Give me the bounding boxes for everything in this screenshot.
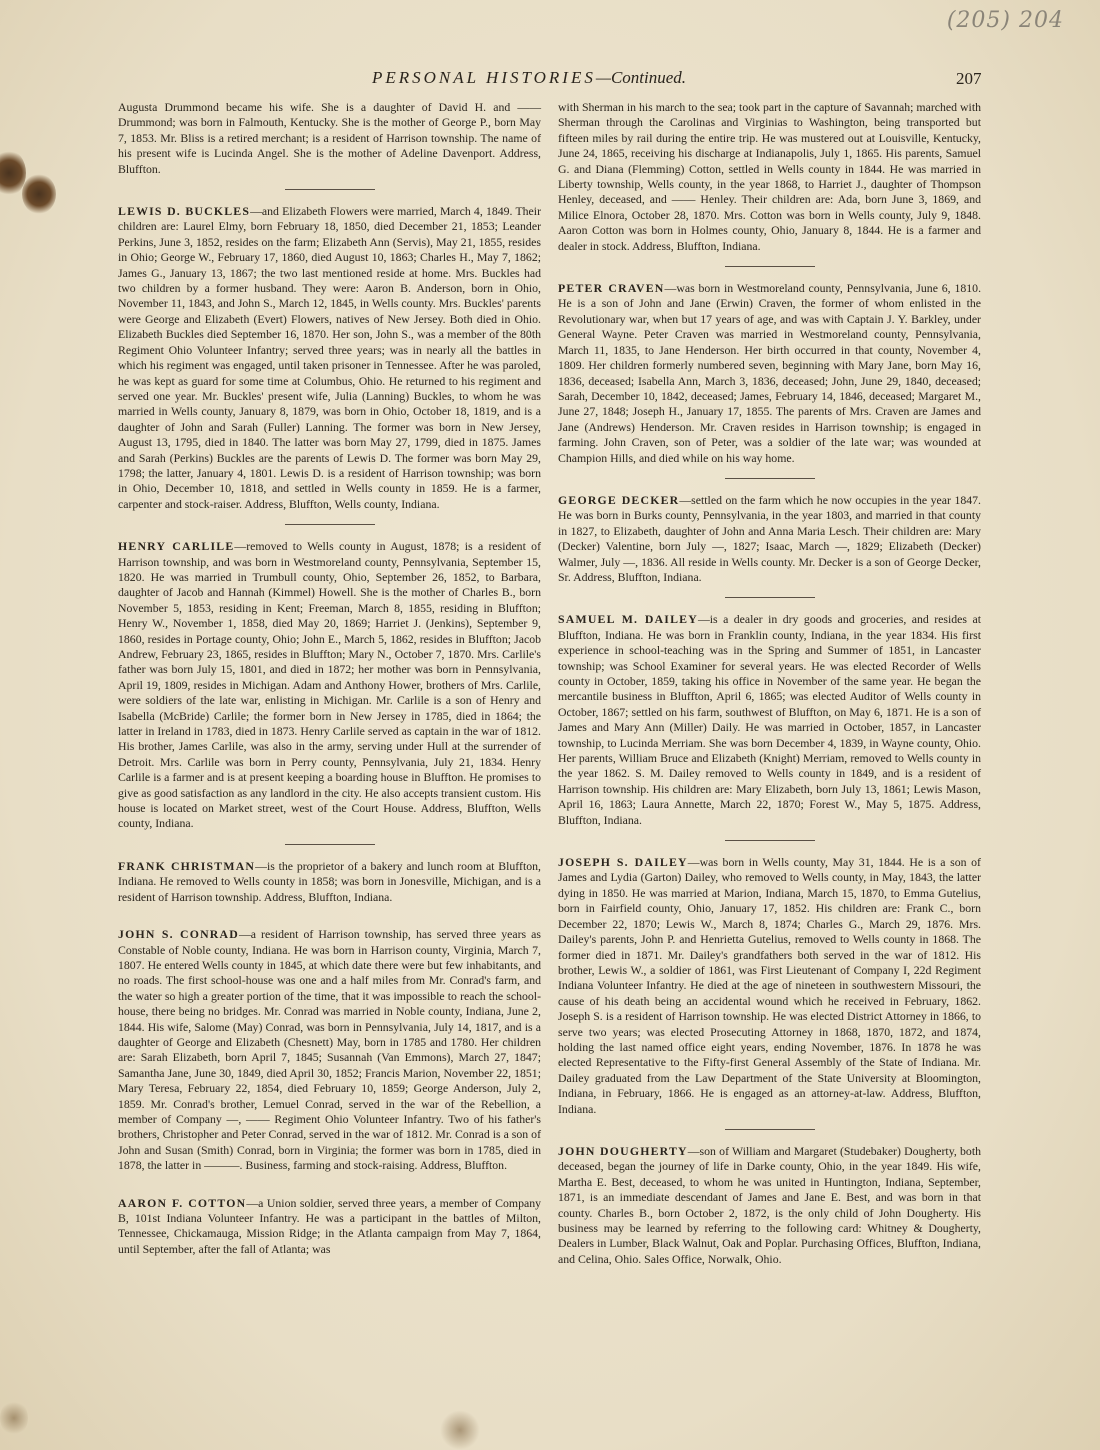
entry-text: —was born in Westmoreland county, Pennsylvania, June 6, 1810. He is a son of John and Jane (Erwin) Craven, the former of whom enlisted in the Revolutionary war, when but 17 years of age, and was with Captain J. Y. Barkley, under General Wayne. Peter Craven was married in Westmoreland county, Pennsylvania, March 11, 1835, to Jane Henderson. Her birth occurred in that county, November 4, 1809. Her children formerly numbered seven, beginning with Mary Jane, born May 16, 1836, deceased; Isabella Ann, March 3, 1836, deceased; John, June 29, 1840, deceased; Sarah, December 10, 1842, deceased; James, February 14, 1846, deceased; Margaret M., June 27, 1848; Joseph H., January 17, 1855. The parents of Mrs. Craven are James and Jane (Andrews) Henderson. Mr. Craven resides in Harrison township; is engaged in farming. John Craven, son of Peter, was a soldier of the late war; was wounded at Champion Hills, and died while on his way home.	[558, 281, 982, 465]
biography-entry	[558, 855, 981, 1117]
entry-text: —is a dealer in dry goods and groceries, and resides at Bluffton, Indiana. He was born in Franklin county, Indiana, in the year 1834. His first experience in school-teaching was in the Spring and Summer of 1851, in Lancaster township; was School Examiner for several years. He was elected Recorder of Wells county in October, 1859, taking his office in November of the same year. He began the mercantile business in Bluffton, April 6, 1865; was elected Auditor of Wells county in October, 1867; settled on his farm, southwest of Bluffton, on May 6, 1871. He is a son of James and Mary Ann (Miller) Daily. He was married in October, 1857, in Lancaster township, to Lucinda Merriam. She was born December 4, 1839, in Wayne county, Ohio. Her parents, William Bruce and Elizabeth (Knight) Merriam, removed to Wells county in the year 1862. S. M. Dailey removed to Wells county in 1849, and is a resident of Harrison township. His children are: Mary Elizabeth, born July 13, 1861; Lewis Mason, April 16, 1863; Laura Annette, March 22, 1870; Forest W., May 5, 1875. Address, Bluffton, Indiana.	[558, 612, 981, 827]
entry-name: JOSEPH S. DAILEY	[558, 855, 688, 870]
left-column	[118, 100, 541, 1257]
entry-text: —removed to Wells county in August, 1878; is a resident of Harrison township, and was born in Westmoreland county, Pennsylvania, September 15, 1820. He was married in Trumbull county, Ohio, September 26, 1852, to Barbara, daughter of Jacob and Hannah (Kimmel) Howell. She is the mother of Charles B., born November 5, 1853, residing in Kent; Freeman, March 8, 1855, residing in Bluffton; Henry W., November 1, 1858, died May 20, 1869; Harriet J. (Jenkins), September 9, 1860, resides in Portage county, Ohio; John E., March 5, 1862, resides in Bluffton; Jacob Andrew, February 23, 1865, resides in Bluffton; Mary N., October 7, 1870. Mrs. Carlile's father was born July 15, 1801, and died in 1872; her mother was born in Pennsylvania, April 19, 1809, resides in Michigan. Adam and Anthony Hower, brothers of Mrs. Carlile, were soldiers of the late war, enlisting in Michigan. Mr. Carlile is a son of Henry and Isabella (McBride) Carlile; the former born in New Jersey in 1785, died in 1864; the latter in Ireland in 1783, died in 1873. Henry Carlile served as captain in the war of 1812. His brother, James Carlile, was also in the army, serving under Hull at the surrender of Detroit. Mrs. Carlile was born in Perry county, Pennsylvania, July 21, 1834. Henry Carlile is a farmer and is at present keeping a boarding house in Bluffton. He promises to give as good satisfaction as any landlord in the city. He also accepts transient custom. His house is located on Market street, west of the Court House. Address, Bluffton, Wells county, Indiana.	[118, 539, 541, 831]
section-divider	[285, 524, 375, 525]
biography-entry	[118, 100, 541, 177]
entry-text: —son of William and Margaret (Studebaker) Dougherty, both deceased, began the journey of life in Darke county, Ohio, in the year 1849. His wife, Martha E. Best, deceased, to whom he was united in Huntington, Indiana, September, 1871, is an immediate descendant of James and Jane E. Best, and was born in that county. Charles B., born October 2, 1872, is the only child of John Dougherty. His business may be learned by referring to the following card: Whitney & Dougherty, Dealers in Lumber, Black Walnut, Oak and Poplar. Purchasing Offices, Bluffton, Indiana, and Celina, Ohio. Sales Office, Norwalk, Ohio.	[558, 1143, 981, 1266]
running-head	[372, 68, 686, 88]
biography-entry	[118, 927, 541, 1174]
entry-text: with Sherman in his march to the sea; took part in the capture of Savannah; marched with Sherman through the Carolinas and Virginias to Washington, being transported but fifteen miles by rail during the entire trip. He was mustered out at Louisville, Kentucky, June 24, 1865, receiving his discharge at Indianapolis, July 1, 1865. His parents, Samuel G. and Diana (Flemming) Cotton, settled in Wells county in 1844. He was married in Liberty township, Wells county, in the year 1868, to Harriet J., daughter of Thompson Henley, deceased, and —— Henley. Their children are: Ada, born June 3, 1869, and Milice Elnora, October 28, 1870. Mrs. Cotton was born in Wells county, July 9, 1848. Aaron Cotton was born in Holmes county, Ohio, January 8, 1844. He is a farmer and dealer in stock. Address, Bluffton, Indiana.	[558, 100, 981, 253]
ink-blot	[22, 174, 56, 214]
biography-entry	[558, 100, 981, 254]
entry-name: LEWIS D. BUCKLES	[118, 204, 251, 219]
biography-entry	[558, 493, 981, 585]
running-head-continued: —Continued.	[595, 68, 687, 87]
entry-name: JOHN S. CONRAD	[118, 927, 239, 942]
entry-text: —a resident of Harrison township, has served three years as Constable of Noble county, Indiana. He was born in Harrison county, Virginia, March 7, 1807. He entered Wells county in 1845, at which date there were but few inhabitants, and no roads. The first school-house was one and a half miles from Mr. Conrad's farm, and the water so high a greater portion of the time, that it was impossible to reach the school-house, there being no bridges. Mr. Conrad was married in Noble county, Indiana, June 2, 1844. His wife, Salome (May) Conrad, was born in Pennsylvania, July 14, 1817, and is a daughter of George and Elizabeth (Chesnett) May, born in 1785 and 1780. Her children are: Sarah Elizabeth, born April 7, 1845; Susannah (Van Emmons), March 27, 1847; Samantha Jane, June 30, 1849, died April 30, 1852; Francis Marion, November 22, 1851; Mary Teresa, February 22, 1854, died February 10, 1859; George Anderson, July 2, 1859. Mr. Conrad's brother, Lemuel Conrad, served in the war of the Rebellion, a member of Company —, —— Regiment Ohio Volunteer Infantry. Two of his father's brothers, Christopher and Peter Conrad, served in the war of 1812. Mr. Conrad is a son of John and Susan (Smith) Conrad, born in Virginia; the former was born in 1785, died in 1878, the latter in ———. Business, farming and stock-raising. Address, Bluffton.	[118, 927, 541, 1173]
section-divider	[285, 189, 375, 190]
section-divider	[285, 844, 375, 845]
entry-text: —and Elizabeth Flowers were married, March 4, 1849. Their children are: Laurel Elmy, born February 18, 1850, died December 21, 1853; Leander Perkins, June 3, 1852, resides on the farm; Elizabeth Ann (Servis), May 21, 1855, resides in Ohio; George W., February 17, 1860, died August 10, 1863; Charles H., May 7, 1862; James G., January 13, 1867; the two last mentioned reside at home. Mrs. Buckles had two children by a former husband. They were: Aaron B. Anderson, born in Ohio, November 11, 1843, and John S., March 12, 1845, in Wells county. Mrs. Buckles' parents were George and Elizabeth (Evert) Flowers, natives of New Jersey. Both died in Ohio. Elizabeth Buckles died September 16, 1870. Her son, John S., was a member of the 80th Regiment Ohio Volunteer Infantry; served three years; was in nearly all the battles in which his regiment was engaged, until taken prisoner in Tennessee. After he was paroled, he was kept as guard for some time at Columbus, Ohio. He returned to his regiment and served one year. Mr. Buckles' present wife, Julia (Lanning) Buckles, to whom he was married in Wells county, January 8, 1879, was born in Ohio, October 18, 1819, and is a daughter of John and Sarah (Fuller) Lanning. The former was born in New Jersey, August 13, 1795, died in 1840. The latter was born May 27, 1799, died in 1875. James and Sarah (Perkins) Buckles are the parents of Lewis D. The former was born May 29, 1798; the latter, January 4, 1801. Lewis D. is a resident of Harrison township; was born in Ohio, December 10, 1818, and settled in Wells county in 1859. He is a farmer, carpenter and stock-raiser. Address, Bluffton, Wells county, Indiana.	[118, 204, 542, 511]
entry-name: PETER CRAVEN	[558, 281, 665, 296]
entry-name: JOHN DOUGHERTY	[558, 1143, 688, 1158]
section-divider	[725, 478, 815, 479]
entry-text: Augusta Drummond became his wife. She is a daughter of David H. and —— Drummond; was born in Falmouth, Kentucky. She is the mother of George P., born May 7, 1853. Mr. Bliss is a retired merchant; is a resident of Harrison township. The name of his present wife is Lucinda Angel. She is the mother of Adeline Davenport. Address, Bluffton.	[118, 100, 541, 176]
section-divider	[725, 840, 815, 841]
section-divider	[725, 1129, 815, 1130]
entry-gap	[118, 1174, 541, 1196]
stain-spot	[0, 1400, 28, 1436]
section-divider	[725, 266, 815, 267]
biography-entry	[118, 539, 541, 832]
entry-name: HENRY CARLILE	[118, 539, 235, 554]
pencil-page-note: (205) 204	[946, 8, 1064, 33]
right-column	[558, 100, 981, 1267]
entry-gap	[118, 905, 541, 927]
biography-entry	[118, 859, 541, 905]
biography-entry	[558, 612, 981, 828]
biography-entry	[558, 1144, 981, 1267]
entry-text: —is the proprietor of a bakery and lunch room at Bluffton, Indiana. He removed to Wells county in 1858; was born in Jonesville, Michigan, and is a resident of Harrison township. Address, Bluffton, Indiana.	[118, 858, 541, 904]
page-number: 207	[956, 69, 982, 88]
biography-entry	[558, 281, 981, 466]
entry-text: —a Union soldier, served three years, a member of Company B, 101st Indiana Volunteer Infantry. He was a participant in the battles of Milton, Tennessee, Chickamauga, Mission Ridge; in the Atlanta campaign from May 7, 1864, until September, after the fall of Atlanta; was	[118, 1195, 541, 1256]
entry-name: GEORGE DECKER	[558, 492, 680, 507]
biography-entry	[118, 1196, 541, 1258]
entry-name: FRANK CHRISTMAN	[118, 858, 256, 873]
entry-name: AARON F. COTTON	[118, 1195, 247, 1210]
entry-name: SAMUEL M. DAILEY	[558, 612, 698, 627]
entry-text: —settled on the farm which he now occupies in the year 1847. He was born in Burks county, Pennsylvania, in the year 1803, and married in that county in 1827, to Elizabeth, daughter of John and Anna Maria Lesch. Their children are: Mary (Decker) Valentine, born July —, 1827; Isaac, March —, 1829; Elizabeth (Decker) Walmer, July —, 1836. All reside in Wells county. Mr. Decker is a son of George Decker, Sr. Address, Bluffton, Indiana.	[558, 492, 981, 584]
stain-spot	[440, 1410, 480, 1450]
biography-entry	[118, 204, 541, 512]
running-head-title: PERSONAL HISTORIES	[372, 68, 596, 87]
section-divider	[725, 597, 815, 598]
entry-text: —was born in Wells county, May 31, 1844. He is a son of James and Lydia (Garton) Dailey, who removed to Wells county, in May, 1843, the latter dying in 1850. He was married at Marion, Indiana, March 15, 1870, to Emma Gutelius, born in Fairfield county, Ohio, January 17, 1852. His children are: Frank C., born December 22, 1870; Lewis W., March 8, 1874; Charles G., March 29, 1876. Mrs. Dailey's parents, John P. and Henrietta Gutelius, removed to Wells county in 1868. The former died in 1871. Mr. Dailey's grandfathers both served in the war of 1812. His brother, Lewis W., a soldier of 1861, was First Lieutenant of Company I, 22d Regiment Indiana Volunteer Infantry. He died at the age of nineteen in southwestern Missouri, the cause of his death being an accidental wound which he received in February, 1862. Joseph S. is a resident of Harrison township. He was elected District Attorney in 1866, to serve two years; was elected Prosecuting Attorney in 1868, 1870, 1872, and 1874, holding the last named office eight years, ending November, 1876. In 1878 he was elected Representative to the Fifty-first General Assembly of the State of Indiana. Mr. Dailey graduated from the Law Department of the State University at Bloomington, Indiana, in February, 1866. He is engaged as an attorney-at-law. Address, Bluffton, Indiana.	[558, 855, 981, 1116]
